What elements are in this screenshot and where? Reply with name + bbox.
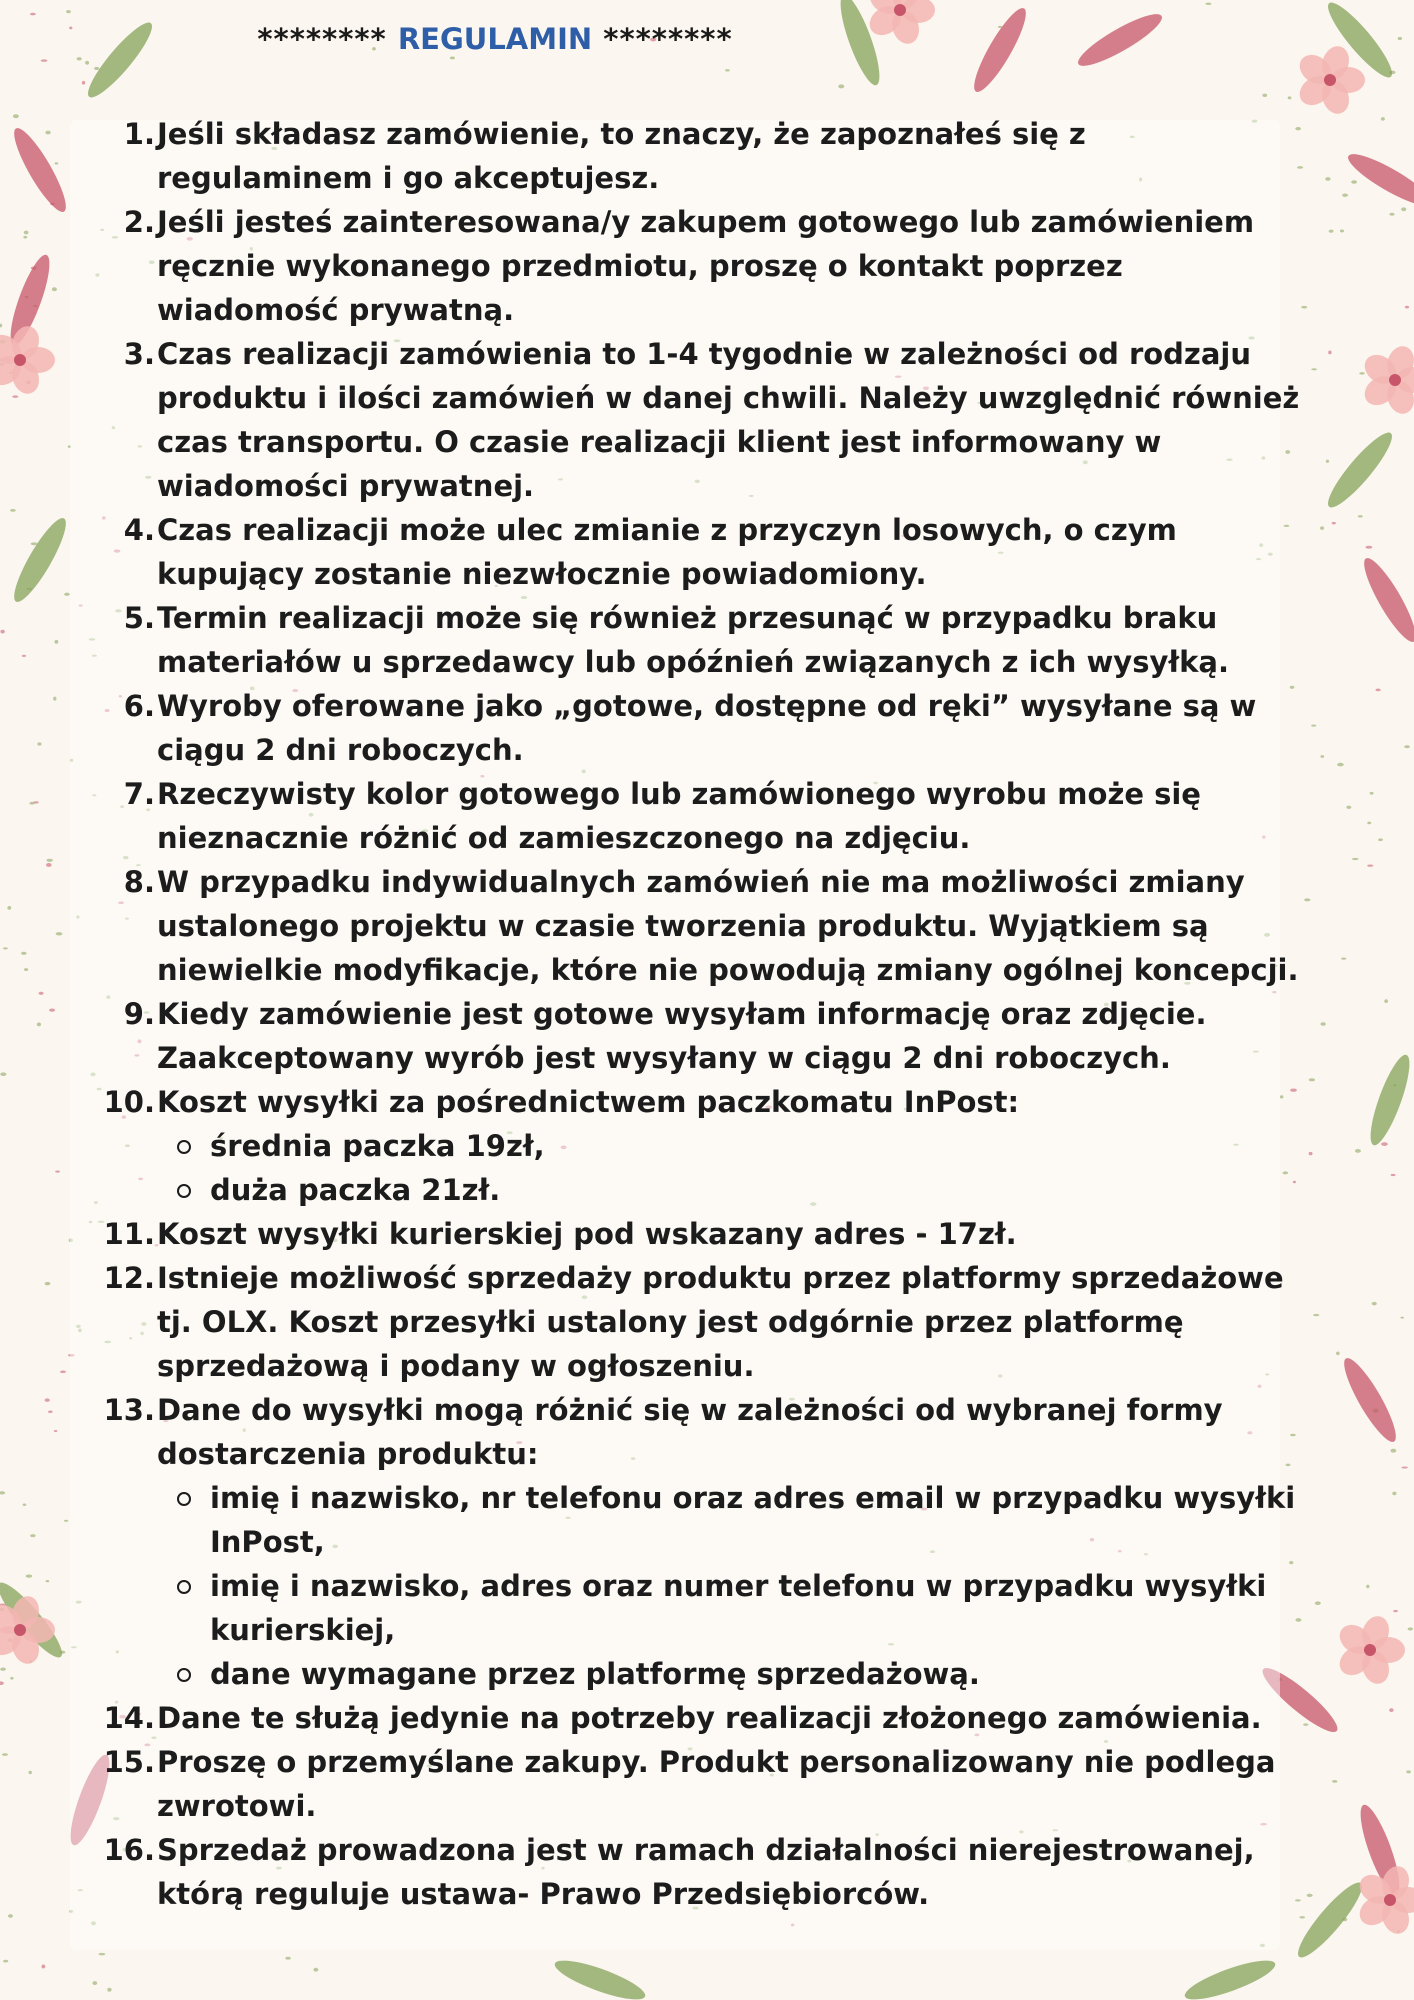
speckle-dot [1328, 350, 1331, 354]
rule-text: Czas realizacji zamówienia to 1-4 tygodnie w zależności od rodzaju produktu i ilości zamówień w danej chwili. Należy uwzględnić również czas transportu. O czasie realizacji klient jest informowany w wiadomości prywatnej. [157, 337, 1300, 503]
rule-item [0, 772, 1300, 860]
flower-center [1384, 1894, 1396, 1906]
rule-number: 13. [103, 1393, 155, 1427]
speckle-dot [1301, 306, 1307, 309]
rule-text: Kiedy zamówienie jest gotowe wysyłam informację oraz zdjęcie. Zaakceptowany wyrób jest wysyłany w ciągu 2 dni roboczych. [157, 997, 1207, 1075]
rule-number: 15. [103, 1745, 155, 1779]
speckle-dot [1375, 689, 1380, 692]
speckle-dot [1320, 755, 1324, 758]
rule-item [0, 684, 1300, 772]
rule-text: Wyroby oferowane jako „gotowe, dostępne od ręki” wysyłane są w ciągu 2 dni roboczych. [157, 689, 1257, 767]
rule-item [0, 1212, 1300, 1256]
rule-number: 10. [103, 1085, 155, 1119]
rule-item [0, 860, 1300, 992]
speckle-dot [1391, 1174, 1396, 1176]
speckle-dot [1307, 1894, 1313, 1897]
flower-center [1389, 374, 1401, 386]
speckle-dot [1366, 1585, 1369, 1589]
speckle-dot [1336, 1352, 1340, 1355]
speckle-dot [3, 1960, 8, 1963]
speckle-dot [1329, 230, 1334, 233]
speckle-dot [1367, 822, 1371, 825]
speckle-dot [1352, 858, 1359, 860]
rule-item [0, 1740, 1300, 1828]
leaf-shape [1343, 146, 1414, 213]
speckle-dot [1400, 1317, 1403, 1319]
speckle-dot [1358, 515, 1363, 517]
speckle-dot [1401, 1466, 1408, 1468]
speckle-dot [1392, 1492, 1396, 1496]
speckle-dot [1378, 838, 1383, 841]
speckle-dot [1372, 1302, 1377, 1306]
speckle-dot [1405, 306, 1409, 309]
rule-subitem: średnia paczka 19zł, [157, 1124, 1300, 1168]
speckle-dot [1351, 180, 1357, 183]
rule-number: 5. [123, 601, 155, 635]
speckle-dot [1408, 1627, 1413, 1630]
rule-text: Sprzedaż prowadzona jest w ramach działalności nierejestrowanej, którą reguluje ustawa- Prawo Przedsiębiorców. [157, 1833, 1255, 1911]
speckle-dot [725, 69, 730, 71]
rule-text: Rzeczywisty kolor gotowego lub zamówionego wyrobu może się nieznacznie różnić od zamieszczonego na zdjęciu. [157, 777, 1201, 855]
speckle-dot [1311, 368, 1317, 370]
speckle-dot [1381, 1142, 1388, 1146]
speckle-dot [1389, 213, 1394, 216]
rule-text: Termin realizacji może się również przesunąć w przypadku braku materiałów u sprzedawcy lub opóźnień związanych z ich wysyłką. [157, 601, 1229, 679]
rule-text: Dane te służą jedynie na potrzeby realizacji złożonego zamówienia. [157, 1701, 1262, 1735]
leaf-shape [1073, 6, 1167, 73]
leaf-shape [1336, 1353, 1403, 1447]
speckle-dot [1398, 37, 1402, 40]
rule-subitem: duża paczka 21zł. [157, 1168, 1300, 1212]
speckle-dot [1370, 792, 1374, 795]
leaf-shape [1321, 426, 1400, 514]
speckle-dot [838, 84, 844, 88]
rule-item [0, 1696, 1300, 1740]
speckle-dot [285, 1957, 291, 1960]
speckle-dot [1303, 1723, 1308, 1726]
rule-text: Czas realizacji może ulec zmianie z przyczyn losowych, o czym kupujący zostanie niezwłocznie powiadomiony. [157, 513, 1177, 591]
rule-number: 3. [123, 337, 155, 371]
rule-subitem: imię i nazwisko, nr telefonu oraz adres email w przypadku wysyłki InPost, [157, 1476, 1300, 1564]
rule-item [0, 1388, 1300, 1696]
rule-number: 14. [103, 1701, 155, 1735]
speckle-dot [92, 1981, 97, 1985]
leaf-shape [1363, 1051, 1414, 1149]
rule-subitem: imię i nazwisko, adres oraz numer telefonu w przypadku wysyłki kurierskiej, [157, 1564, 1300, 1652]
speckle-dot [1326, 460, 1329, 463]
rule-sublist [157, 1476, 1300, 1696]
speckle-dot [1381, 117, 1385, 121]
speckle-dot [107, 1988, 111, 1992]
speckle-dot [1384, 999, 1388, 1003]
rule-number: 2. [123, 205, 155, 239]
speckle-dot [1320, 1022, 1325, 1026]
speckle-dot [1355, 1149, 1361, 1153]
leaf-shape [1291, 1876, 1370, 1964]
rule-number: 7. [123, 777, 155, 811]
speckle-dot [1346, 806, 1351, 809]
rule-number: 9. [123, 997, 155, 1031]
speckle-dot [1320, 526, 1324, 529]
speckle-dot [1342, 193, 1348, 196]
title-text: REGULAMIN [397, 22, 593, 56]
rule-item [0, 1828, 1300, 1916]
speckle-dot [1367, 864, 1373, 866]
speckle-dot [1262, 94, 1267, 97]
leaf-shape [1181, 1953, 1279, 2000]
speckle-dot [41, 59, 48, 61]
speckle-dot [1299, 1916, 1305, 1918]
speckle-dot [1406, 1770, 1411, 1773]
title-stars-left: ******** [257, 22, 387, 56]
rule-item [0, 992, 1300, 1080]
speckle-dot [450, 56, 455, 59]
speckle-dot [94, 67, 99, 70]
rule-number: 1. [123, 117, 155, 151]
rule-item [0, 112, 1300, 200]
speckle-dot [1389, 1708, 1393, 1712]
speckle-dot [85, 61, 89, 65]
speckle-dot [1404, 745, 1410, 748]
speckle-dot [1391, 1449, 1397, 1453]
speckle-dot [1366, 546, 1373, 549]
speckle-dot [1340, 230, 1344, 233]
speckle-dot [1309, 1078, 1315, 1081]
rule-number: 8. [123, 865, 155, 899]
speckle-dot [1401, 207, 1406, 211]
rule-text: Koszt wysyłki za pośrednictwem paczkomatu InPost: [157, 1085, 1020, 1119]
rule-item [0, 332, 1300, 508]
speckle-dot [1393, 1610, 1398, 1612]
speckle-dot [41, 1964, 45, 1968]
speckle-dot [1205, 3, 1211, 5]
rule-sublist [157, 1124, 1300, 1212]
rule-subitem: dane wymagane przez platformę sprzedażową. [157, 1652, 1300, 1696]
page-title [0, 22, 990, 56]
speckle-dot [1337, 763, 1344, 767]
speckle-dot [1304, 898, 1310, 901]
leaf-shape [1356, 553, 1414, 647]
rule-text: Jeśli składasz zamówienie, to znaczy, że zapoznałeś się z regulaminem i go akceptujesz. [157, 117, 1086, 195]
speckle-dot [30, 13, 36, 16]
flower-center [1364, 1644, 1376, 1656]
speckle-dot [1341, 958, 1346, 960]
title-stars-right: ******** [603, 22, 733, 56]
flower-center [1324, 74, 1336, 86]
rule-number: 4. [123, 513, 155, 547]
speckle-dot [99, 1953, 106, 1956]
rule-item [0, 200, 1300, 332]
rule-text: Jeśli jesteś zainteresowana/y zakupem gotowego lub zamówieniem ręcznie wykonanego przedmiotu, proszę o kontakt poprzez wiadomość prywatną. [157, 205, 1255, 327]
rule-number: 6. [123, 689, 155, 723]
speckle-dot [82, 81, 85, 85]
speckle-dot [1325, 177, 1330, 181]
rule-item [0, 1256, 1300, 1388]
rule-text: Istnieje możliwość sprzedaży produktu przez platformy sprzedażowe tj. OLX. Koszt przesyłki ustalony jest odgórnie przez platformę sprzedażową i podany w ogłoszeniu. [157, 1261, 1284, 1383]
speckle-dot [77, 57, 82, 60]
speckle-dot [1315, 1601, 1321, 1605]
speckle-dot [313, 1968, 318, 1972]
rule-item [0, 596, 1300, 684]
speckle-dot [1288, 96, 1292, 99]
rule-text: Dane do wysyłki mogą różnić się w zależności od wybranej formy dostarczenia produktu: [157, 1393, 1223, 1471]
rule-number: 11. [103, 1217, 155, 1251]
speckle-dot [1309, 1152, 1313, 1155]
flower-center [894, 4, 906, 16]
rules-list [0, 112, 1300, 1916]
rule-item [0, 1080, 1300, 1212]
speckle-dot [1313, 1314, 1319, 1316]
rule-text: Koszt wysyłki kurierskiej pod wskazany adres - 17zł. [157, 1217, 1017, 1251]
speckle-dot [66, 10, 71, 13]
rule-number: 12. [103, 1261, 155, 1295]
speckle-dot [1332, 1780, 1338, 1783]
leaf-shape [551, 1953, 649, 2000]
speckle-dot [1311, 725, 1316, 727]
rule-number: 16. [103, 1833, 155, 1867]
speckle-dot [1332, 522, 1336, 525]
rule-text: Proszę o przemyślane zakupy. Produkt personalizowany nie podlega zwrotowi. [157, 1745, 1276, 1823]
rule-text: W przypadku indywidualnych zamówień nie ma możliwości zmiany ustalonego projektu w czasie tworzenia produktu. Wyjątkiem są niewielkie modyfikacje, które nie powodują zmiany ogólnej koncepcji. [157, 865, 1299, 987]
rule-item [0, 508, 1300, 596]
speckle-dot [1359, 372, 1365, 374]
